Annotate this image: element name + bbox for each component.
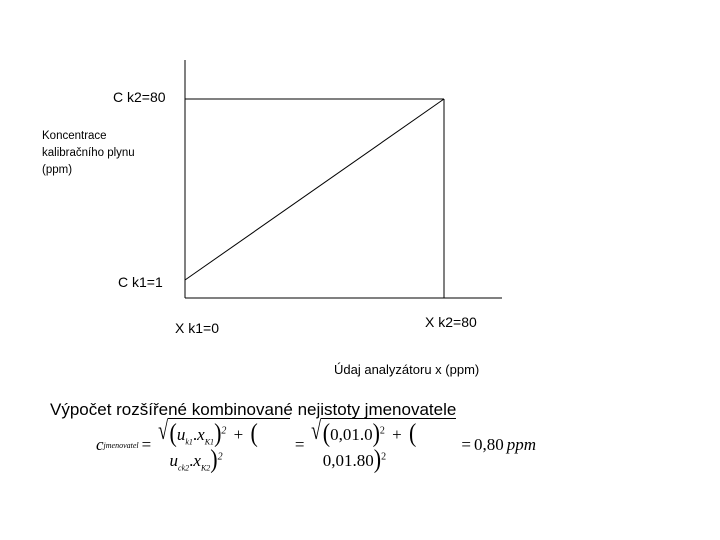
calibration-line bbox=[185, 99, 444, 280]
radical-icon: √ bbox=[158, 415, 169, 445]
uncertainty-formula bbox=[96, 415, 536, 474]
c-k2-label: C k2=80 bbox=[113, 89, 166, 105]
x-symbol: x bbox=[193, 451, 201, 470]
exponent: 2 bbox=[381, 451, 387, 463]
formula-result: 0,80 bbox=[473, 435, 504, 454]
numeric-term-1: 0,01.0 bbox=[330, 425, 373, 444]
formula-lhs-subscript: jmenovatel bbox=[103, 440, 139, 450]
close-paren-icon: ) bbox=[210, 443, 218, 474]
u-symbol: u bbox=[176, 424, 186, 444]
x-axis-title: Údaj analyzátoru x (ppm) bbox=[334, 362, 480, 377]
x-k1-label: X k1=0 bbox=[175, 320, 219, 336]
close-paren-icon: ) bbox=[373, 443, 382, 474]
equals-sign: = bbox=[141, 435, 152, 454]
open-paren-icon: ( bbox=[409, 417, 417, 448]
close-paren-icon: ) bbox=[372, 417, 380, 448]
x-subscript: K2 bbox=[200, 463, 211, 473]
square-root-2: √ $(0,01.0)^2 + (0,01.80)^2$ bbox=[309, 418, 456, 472]
x-subscript: K1 bbox=[204, 437, 215, 446]
exponent: 2 bbox=[221, 424, 227, 436]
y-axis-title-line: kalibračního plynu bbox=[42, 147, 135, 159]
y-axis-title-line: Koncentrace bbox=[42, 130, 107, 142]
close-paren-icon: ) bbox=[214, 417, 222, 448]
u-subscript: k1 bbox=[185, 437, 193, 446]
open-paren-icon: ( bbox=[169, 417, 177, 448]
section-title: Výpočet rozšířené kombinované nejistoty jmenovatele bbox=[50, 400, 457, 419]
x-k2-label: X k2=80 bbox=[425, 314, 477, 330]
c-k1-label: C k1=1 bbox=[118, 274, 163, 290]
equals-sign: = bbox=[294, 435, 305, 454]
open-paren-icon: ( bbox=[250, 417, 258, 448]
y-axis-title-line: (ppm) bbox=[42, 164, 73, 176]
exponent: 2 bbox=[217, 451, 223, 463]
formula-unit: ppm bbox=[506, 435, 536, 454]
open-paren-icon: ( bbox=[322, 417, 331, 448]
equals-sign: = bbox=[461, 435, 471, 454]
numeric-term-2: 0,01.80 bbox=[322, 451, 374, 470]
formula-lhs: c bbox=[96, 435, 104, 454]
u-subscript: ck2 bbox=[178, 463, 190, 473]
x-symbol: x bbox=[197, 424, 205, 444]
y-axis-title bbox=[42, 128, 182, 179]
u-symbol: u bbox=[169, 451, 179, 470]
radical-icon: √ bbox=[311, 416, 322, 445]
exponent: 2 bbox=[379, 425, 385, 437]
square-root-1: √ $(u_{k1}.x_{K1})^2 + (u_{ck2}.x_{K2})^2$ bbox=[156, 418, 290, 473]
